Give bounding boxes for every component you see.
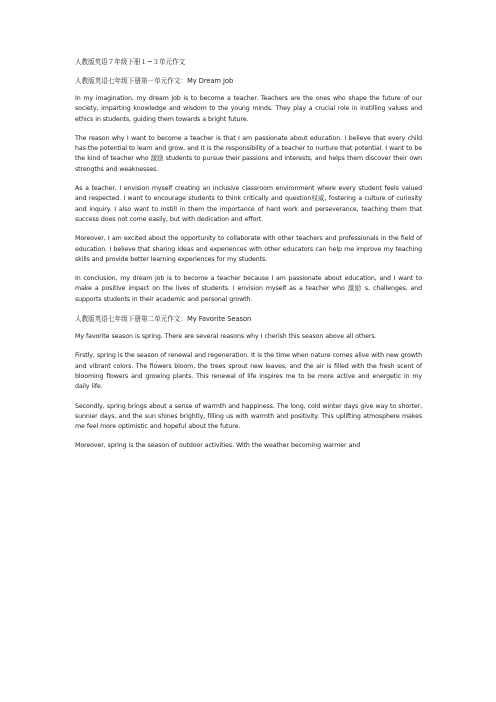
paragraph: Moreover, spring is the season of outdoor activities. With the weather becoming warmer and <box>75 442 361 450</box>
paragraph: Secondly, spring brings about a sense of warmth and happiness. The long, cold winter days give way to shorter, sunnier days, and the sun shines brightly, filling us with warmth and positivity. This uplifting atmosphere makes me feel more optimistic and hopeful about the future. <box>75 402 422 431</box>
paragraph: Firstly, spring is the season of renewal and regeneration. It is the time when nature comes alive with new growth and vibrant colors. The flowers bloom, the trees sprout new leaves, and the air is filled with the fresh scent of blooming flowers and growing plants. This renewal of life inspires me to be more active and energetic in my daily life. <box>75 352 422 391</box>
document-title: 人教版英语７年级下册１~３单元作文 <box>75 58 186 66</box>
paragraph: In conclusion, my dream job is to become a teacher because I am passionate about education, and I want to make a positive impact on the lives of students. I envision myself as a teacher who 激励 s, challenges, and supports students in their academic and personal growth. <box>75 275 422 303</box>
section-heading-unit-2: 人教版英语七年级下册第二单元作文：My Favorite Season <box>75 315 252 324</box>
paragraph: As a teacher, I envision myself creating an inclusive classroom environment where every student feels valued and respected. I want to encourage students to think critically and question权威, fostering a culture of curiosity and inquiry. I also want to instill in them the importance of hard work and perseverance, teaching them that success does not come easily, but with dedication and effort. <box>75 185 422 223</box>
paragraph: Moreover, I am excited about the opportunity to collaborate with other teachers and professionals in the field of education. I believe that sharing ideas and experiences with other educators can help me improve my teaching skills and provide better learning experiences for my students. <box>75 235 422 263</box>
document-page <box>75 57 422 460</box>
paragraph: In my imagination, my dream job is to become a teacher. Teachers are the ones who shape the future of our society, imparting knowledge and wisdom to the young minds. They play a crucial role in instilling values and ethics in students, guiding them towards a bright future. <box>75 95 422 123</box>
paragraph: The reason why I want to become a teacher is that I am passionate about education. I believe that every child has the potential to learn and grow, and it is the responsibility of a teacher to nurture that potential. I want to be the kind of teacher who 激励 students to pursue their passions and interests, and helps them discover their own strengths and weaknesses. <box>75 134 422 173</box>
paragraph: My favorite season is spring. There are several reasons why I cherish this season above all others. <box>75 333 377 341</box>
section-heading-unit-1: 人教版英语七年级下册第一单元作文：My Dream Job <box>75 77 234 85</box>
